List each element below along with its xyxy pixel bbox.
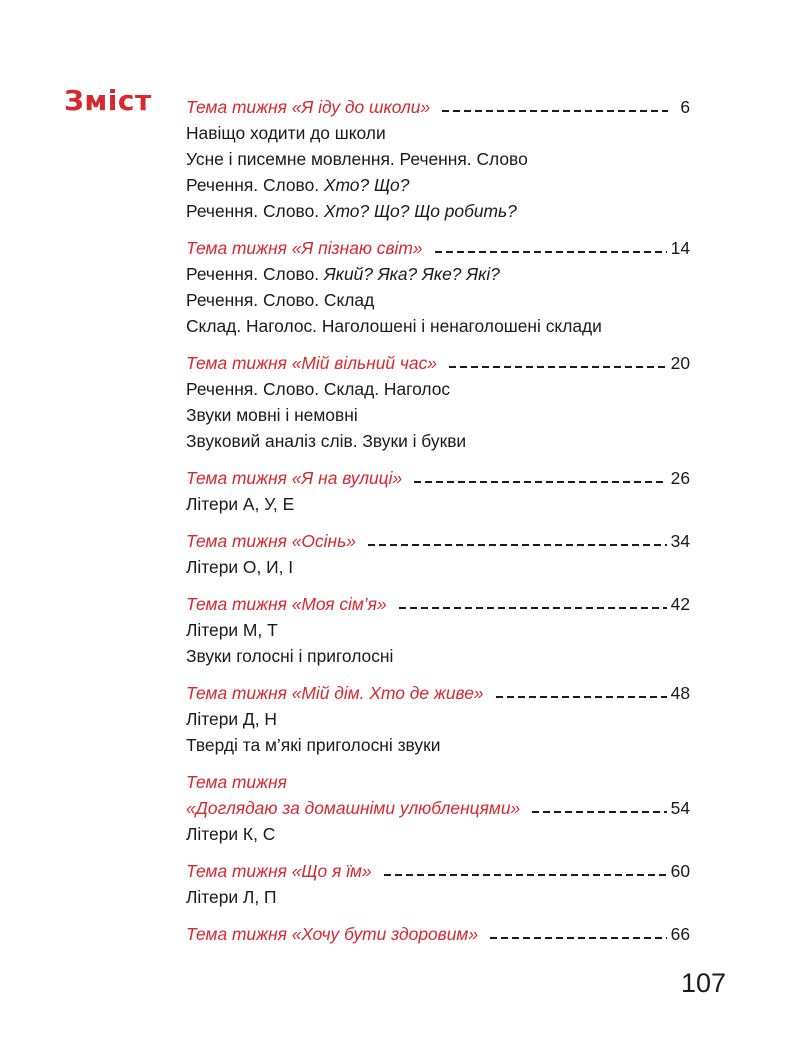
toc-subtopic xyxy=(186,313,690,339)
toc-entry-row[interactable] xyxy=(186,465,690,491)
toc-page-number: 54 xyxy=(670,798,690,818)
toc-theme-title[interactable]: Тема тижня «Хочу бути здоровим» xyxy=(186,924,479,944)
dot-leader xyxy=(490,937,667,939)
toc-subtopic xyxy=(186,172,690,198)
toc-theme-title-prefix[interactable]: Тема тижня xyxy=(186,772,287,792)
dot-leader xyxy=(399,607,667,609)
toc-theme-title[interactable]: Тема тижня «Я на вулиці» xyxy=(186,468,403,488)
subtopic-text: Звуки голосні і приголосні xyxy=(186,646,394,666)
toc-section xyxy=(186,350,690,454)
subtopic-text: Звуки мовні і немовні xyxy=(186,405,358,425)
subtopic-text: Літери К, С xyxy=(186,824,276,844)
toc-section xyxy=(186,235,690,339)
toc-theme-title[interactable]: Тема тижня «Моя сім’я» xyxy=(186,594,387,614)
toc-entry-row[interactable] xyxy=(186,680,690,706)
toc-section xyxy=(186,591,690,669)
toc-subtopic xyxy=(186,643,690,669)
toc-subtopic xyxy=(186,120,690,146)
toc-subtopic xyxy=(186,491,690,517)
toc-theme-title[interactable]: «Доглядаю за домашніми улюбленцями» xyxy=(186,798,521,818)
toc-subtopic xyxy=(186,376,690,402)
toc-subtopic xyxy=(186,428,690,454)
toc-entry-row[interactable] xyxy=(186,94,690,120)
toc-entry-row[interactable] xyxy=(186,350,690,376)
subtopic-text: Речення. Слово. Склад. Наголос xyxy=(186,379,451,399)
subtopic-text: Тверді та м’які приголосні звуки xyxy=(186,735,441,755)
subtopic-text: Речення. Слово. xyxy=(186,264,324,284)
dot-leader xyxy=(435,251,667,253)
toc-section xyxy=(186,858,690,910)
toc-page-number: 42 xyxy=(670,594,690,614)
subtopic-text: Склад. Наголос. Наголошені і ненаголошені склади xyxy=(186,316,602,336)
toc-entry-row[interactable] xyxy=(186,858,690,884)
toc-subtopic xyxy=(186,198,690,224)
subtopic-text: Речення. Слово. xyxy=(186,201,324,221)
toc-section xyxy=(186,680,690,758)
toc-page-number: 14 xyxy=(670,238,690,258)
toc-page-number: 26 xyxy=(670,468,690,488)
subtopic-question-text: Хто? Що? Що робить? xyxy=(323,201,517,221)
toc-theme-title[interactable]: Тема тижня «Мій вільний час» xyxy=(186,353,437,373)
dot-leader xyxy=(496,696,667,698)
toc-section xyxy=(186,465,690,517)
toc-entry-row[interactable] xyxy=(186,921,690,947)
page-title: Зміст xyxy=(64,84,152,117)
dot-leader xyxy=(384,874,667,876)
toc-theme-title[interactable]: Тема тижня «Я пізнаю світ» xyxy=(186,238,423,258)
toc-theme-title[interactable]: Тема тижня «Що я їм» xyxy=(186,861,372,881)
toc-page-number: 20 xyxy=(670,353,690,373)
subtopic-text: Усне і писемне мовлення. Речення. Слово xyxy=(186,149,528,169)
subtopic-question-text: Який? Яка? Яке? Які? xyxy=(323,264,500,284)
subtopic-text: Звуковий аналіз слів. Звуки і букви xyxy=(186,431,467,451)
toc-subtopic xyxy=(186,146,690,172)
toc-page-number: 34 xyxy=(670,531,690,551)
toc-section xyxy=(186,921,690,947)
subtopic-text: Речення. Слово. Склад xyxy=(186,290,375,310)
toc-subtopic xyxy=(186,706,690,732)
subtopic-text: Літери Д, Н xyxy=(186,709,277,729)
dot-leader xyxy=(414,481,667,483)
table-of-contents xyxy=(186,94,690,958)
subtopic-text: Літери Л, П xyxy=(186,887,277,907)
toc-subtopic xyxy=(186,884,690,910)
toc-theme-title[interactable]: Тема тижня «Мій дім. Хто де живе» xyxy=(186,683,484,703)
toc-entry-row[interactable] xyxy=(186,795,690,821)
toc-page-number: 66 xyxy=(670,924,690,944)
subtopic-text: Літери О, И, І xyxy=(186,557,294,577)
dot-leader xyxy=(442,110,668,112)
toc-subtopic xyxy=(186,554,690,580)
subtopic-text: Речення. Слово. xyxy=(186,175,324,195)
toc-section xyxy=(186,528,690,580)
toc-subtopic xyxy=(186,821,690,847)
subtopic-text: Літери А, У, Е xyxy=(186,494,295,514)
toc-subtopic xyxy=(186,617,690,643)
toc-theme-title[interactable]: Тема тижня «Я іду до школи» xyxy=(186,97,431,117)
toc-subtopic xyxy=(186,287,690,313)
toc-section xyxy=(186,769,690,847)
toc-page-number: 6 xyxy=(680,97,690,117)
subtopic-text: Літери М, Т xyxy=(186,620,278,640)
toc-entry-row[interactable] xyxy=(186,235,690,261)
dot-leader xyxy=(532,811,666,813)
toc-entry-row[interactable] xyxy=(186,591,690,617)
toc-entry-row[interactable] xyxy=(186,528,690,554)
toc-theme-title[interactable]: Тема тижня «Осінь» xyxy=(186,531,356,551)
toc-subtopic xyxy=(186,402,690,428)
toc-page-number: 48 xyxy=(670,683,690,703)
dot-leader xyxy=(449,366,667,368)
subtopic-question-text: Хто? Що? xyxy=(323,175,410,195)
dot-leader xyxy=(368,544,667,546)
toc-subtopic xyxy=(186,261,690,287)
toc-section xyxy=(186,94,690,224)
page-number: 107 xyxy=(680,968,726,998)
toc-page-number: 60 xyxy=(670,861,690,881)
subtopic-text: Навіщо ходити до школи xyxy=(186,123,386,143)
toc-subtopic xyxy=(186,732,690,758)
